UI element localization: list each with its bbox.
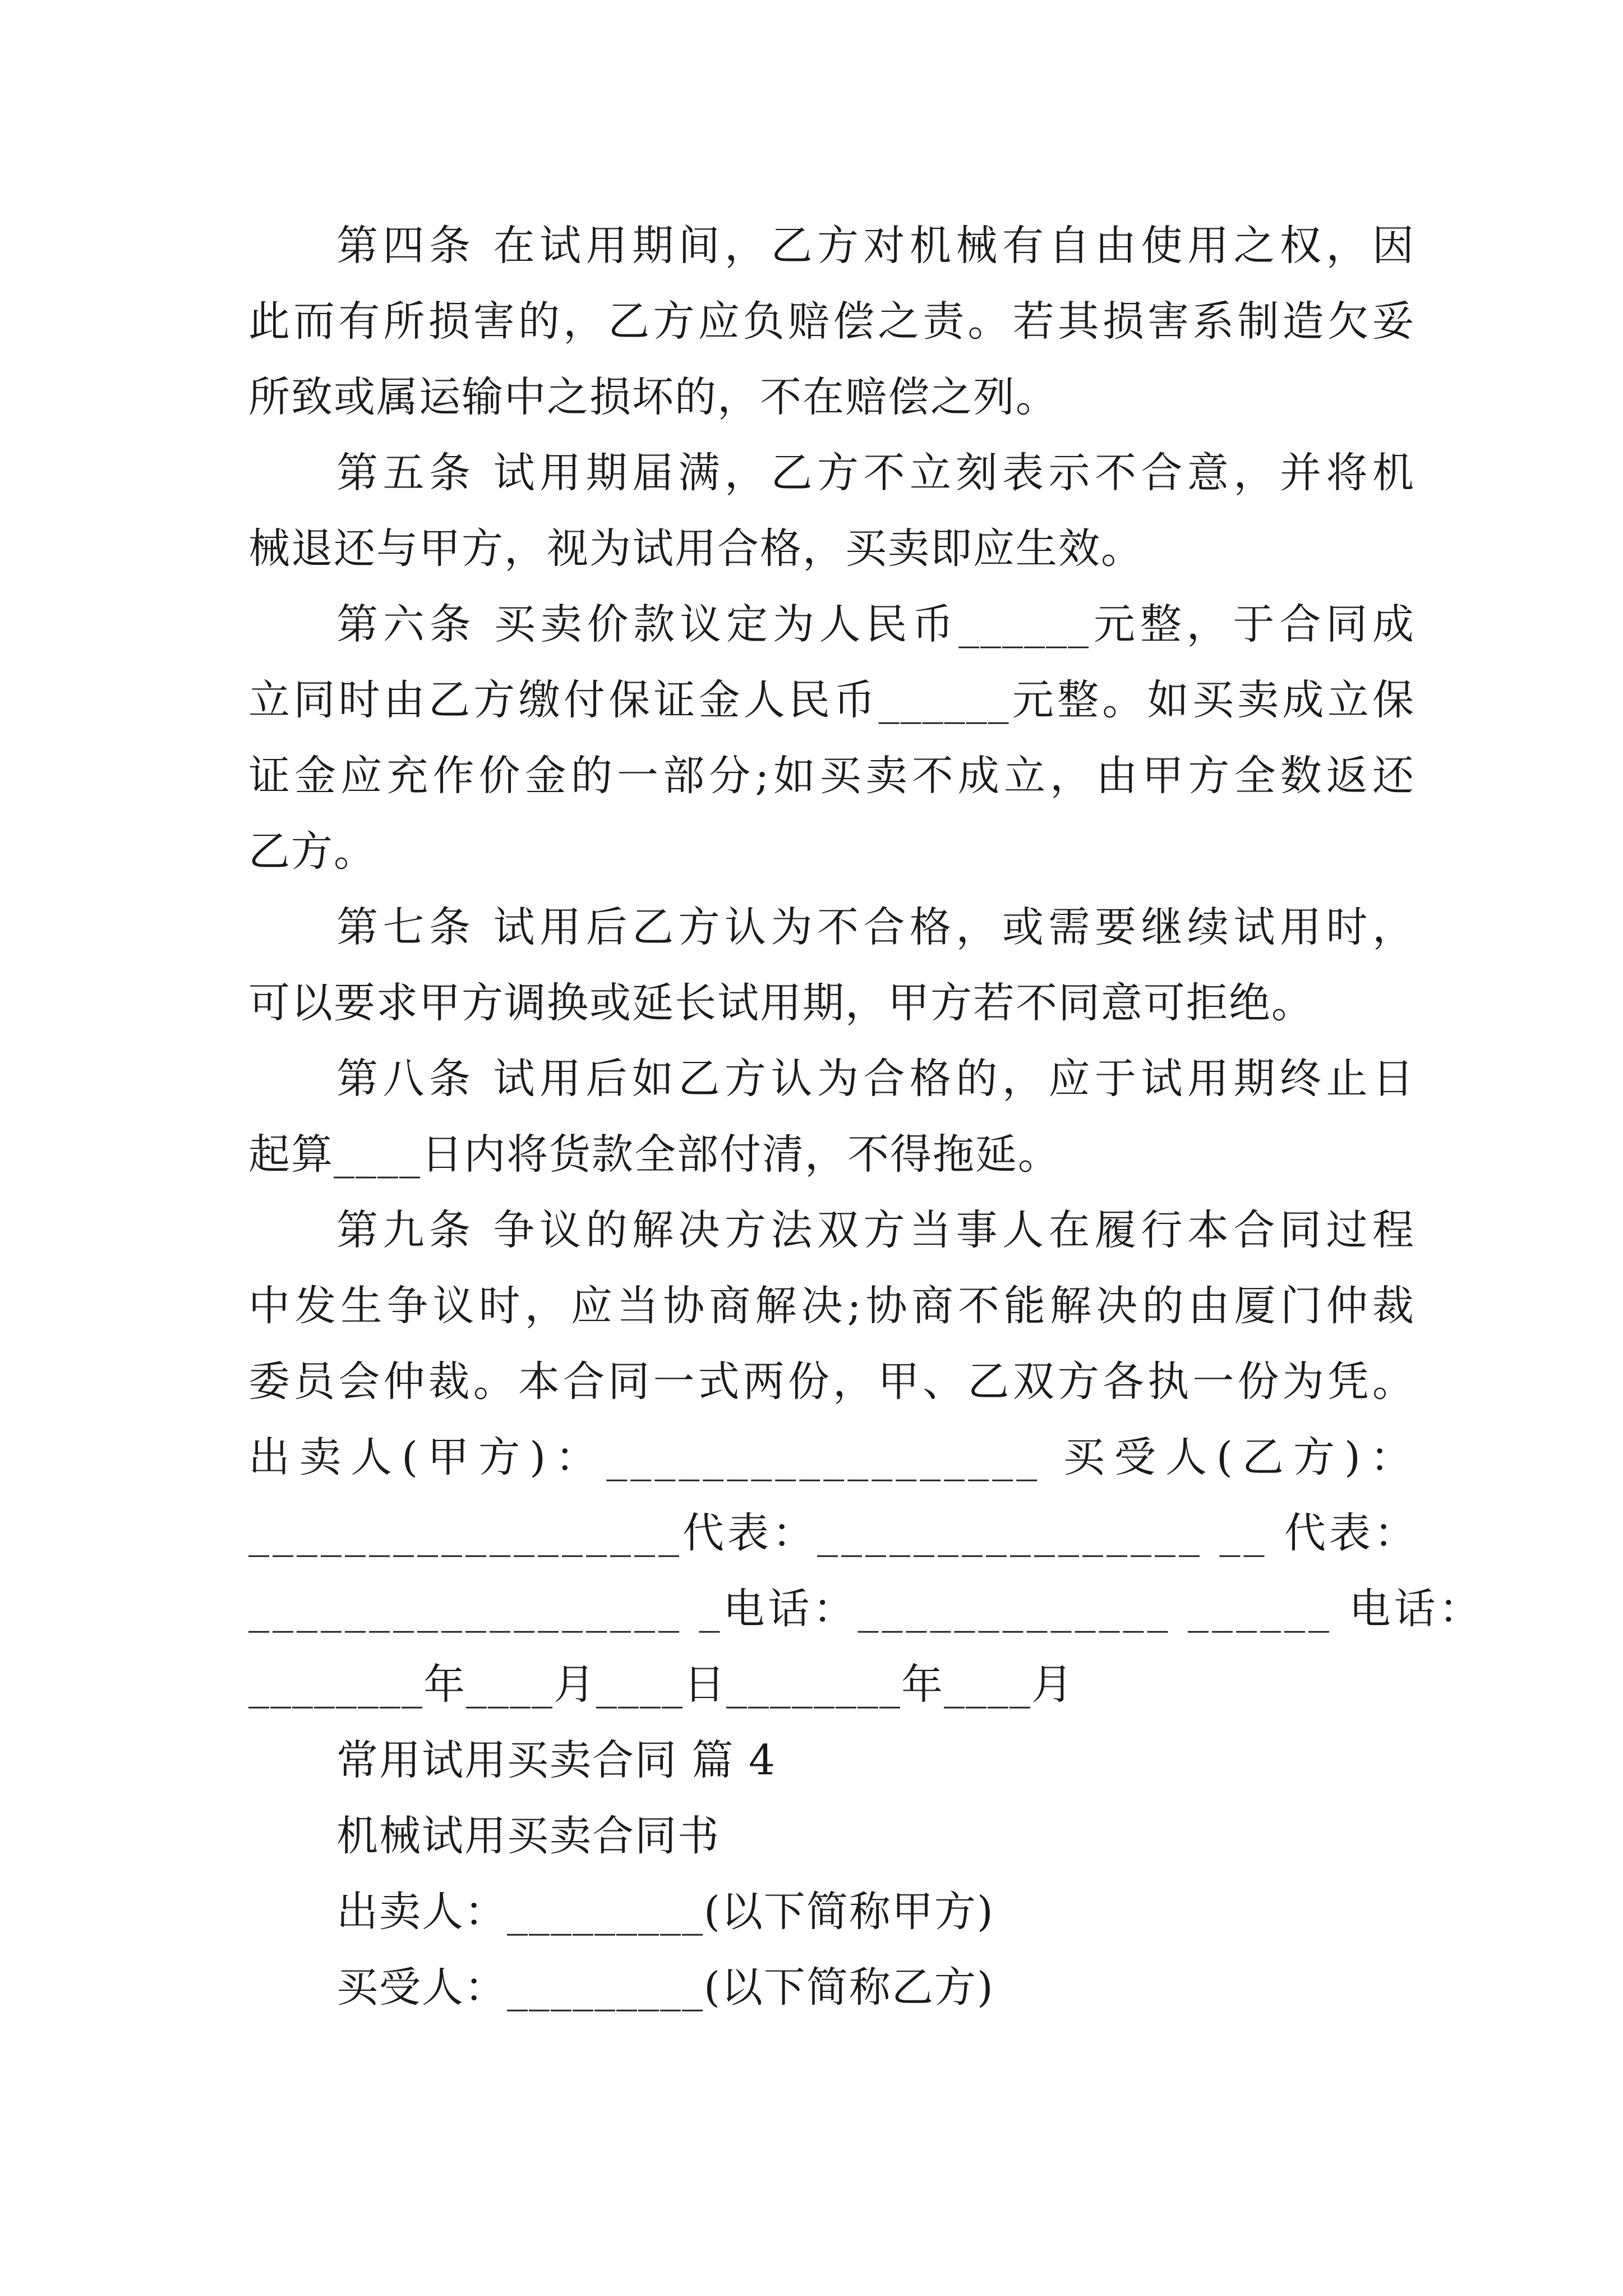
contract-title: 机械试用买卖合同书 bbox=[336, 1812, 720, 1860]
signature-line-2: __________________代表：________________ __ 代表： bbox=[248, 1509, 1419, 1557]
signature-line-3: __________________ _电话：_____________ ______ 电话： bbox=[248, 1585, 1484, 1633]
article-6-line-2: 立同时由乙方缴付保证金人民币______元整。如买卖成立保 bbox=[248, 676, 1415, 724]
article-7-line-1: 第七条 试用后乙方认为不合格，或需要继续试用时， bbox=[336, 903, 1415, 951]
article-8-line-1: 第八条 试用后如乙方认为合格的，应于试用期终止日 bbox=[336, 1055, 1415, 1103]
article-5-line-1: 第五条 试用期届满，乙方不立刻表示不合意，并将机 bbox=[336, 449, 1415, 497]
seller-line: 出卖人：_________(以下简称甲方) bbox=[336, 1888, 994, 1936]
article-4-line-2: 此而有所损害的，乙方应负赔偿之责。若其损害系制造欠妥 bbox=[248, 297, 1415, 346]
signature-line-1: 出卖人(甲方)：__________________ 买受人(乙方)： bbox=[248, 1433, 1415, 1481]
article-6-line-3: 证金应充作价金的一部分;如买卖不成立，由甲方全数返还 bbox=[248, 752, 1415, 800]
article-8-line-2: 起算____日内将货款全部付清，不得拖延。 bbox=[248, 1130, 1061, 1179]
article-7-line-2: 可以要求甲方调换或延长试用期，甲方若不同意可拒绝。 bbox=[248, 979, 1314, 1027]
article-6-line-1: 第六条 买卖价款议定为人民币______元整，于合同成 bbox=[336, 600, 1415, 648]
article-6-line-4: 乙方。 bbox=[248, 827, 376, 876]
article-9-line-2: 中发生争议时，应当协商解决;协商不能解决的由厦门仲裁 bbox=[248, 1282, 1415, 1330]
article-4-line-1: 第四条 在试用期间，乙方对机械有自由使用之权，因 bbox=[336, 222, 1415, 270]
section-heading: 常用试用买卖合同 篇 4 bbox=[336, 1736, 777, 1784]
article-9-line-1: 第九条 争议的解决方法双方当事人在履行本合同过程 bbox=[336, 1206, 1415, 1254]
signature-date-line: ________年____月____日________年____月 bbox=[248, 1660, 1074, 1709]
article-4-line-3: 所致或属运输中之损坏的，不在赔偿之列。 bbox=[248, 373, 1058, 421]
article-9-line-3: 委员会仲裁。本合同一式两份，甲、乙双方各执一份为凭。 bbox=[248, 1358, 1415, 1406]
article-5-line-2: 械退还与甲方，视为试用合格，买卖即应生效。 bbox=[248, 524, 1144, 573]
buyer-line: 买受人：_________(以下简称乙方) bbox=[336, 1963, 994, 2012]
